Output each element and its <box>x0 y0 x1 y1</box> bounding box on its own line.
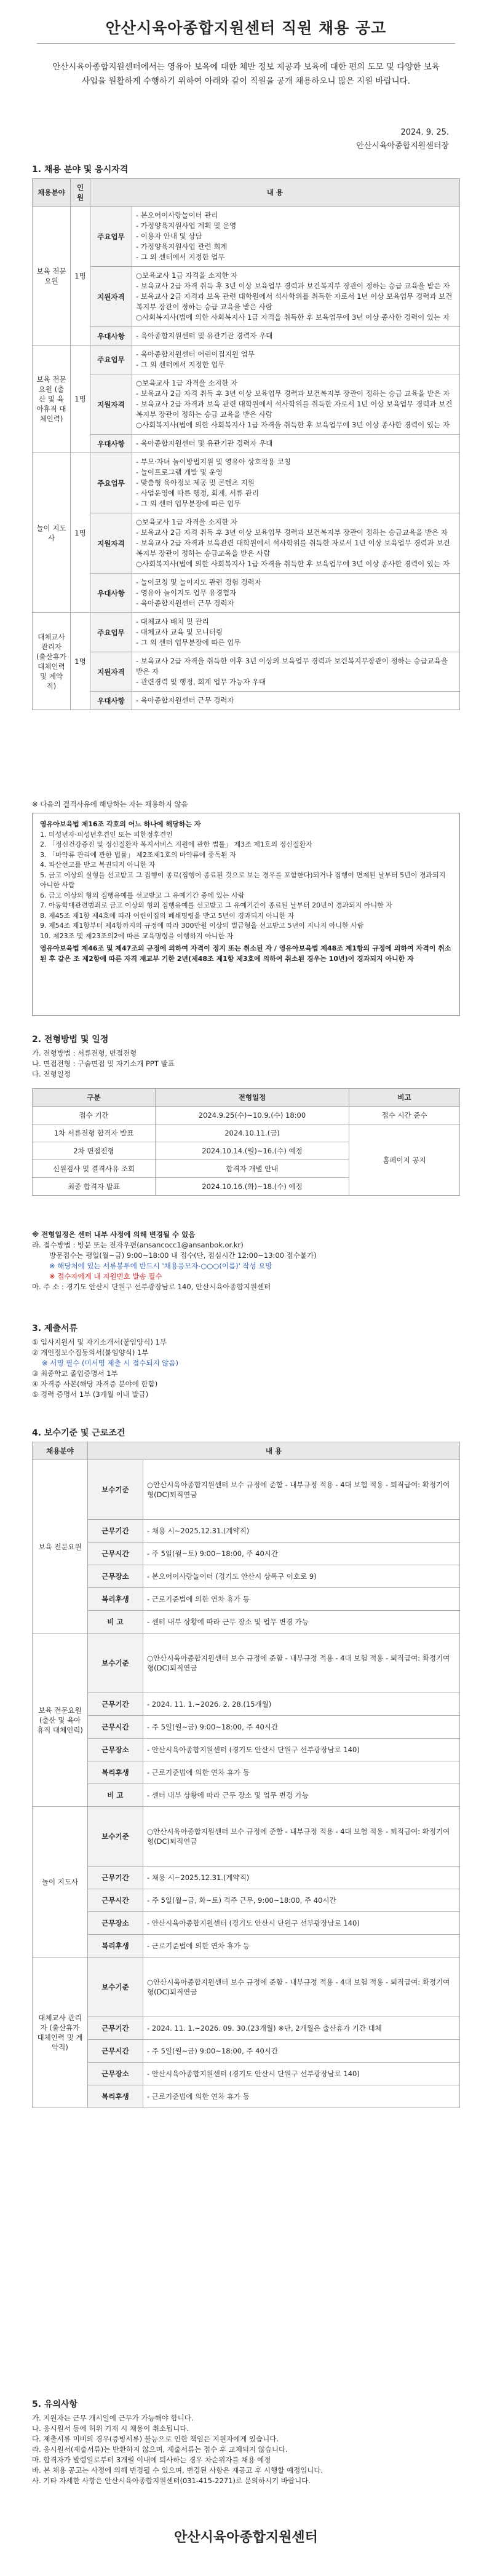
row-label: 근무시간 <box>88 1716 143 1739</box>
schedule-date: 2024.9.25(수)~10.9.(수) 18:00 <box>156 1107 349 1124</box>
list-item: - 보육교사 2급 자격과 보육 관련 대학원에서 석사학위를 취득한 자로서 1년 이상 보육업무 경력과 보건복지부 장관이 정하는 승급 교육을 받은 사람 <box>136 292 453 311</box>
field-cell: 보육 전문요원 <box>33 1460 88 1634</box>
table-header: 채용분야 <box>33 1442 88 1460</box>
schedule-date: 2024.10.14.(월)~16.(수) 예정 <box>156 1142 349 1160</box>
table-row <box>33 1739 460 1761</box>
row-label: 주요업무 <box>90 346 132 374</box>
disqualification-item: 10. 제23조 및 제23조의2에 따른 교육명령을 이행하지 아니한 자 <box>40 931 234 940</box>
row-label: 근무기간 <box>88 1693 143 1716</box>
row-content: ○안산시육아종합지원센터 보수 규정에 준함 - 내부규정 적용 - 4대 보험 적용 - 퇴직급여: 확정기여형(DC)퇴직연금 <box>143 1958 460 2017</box>
row-label: 보수기준 <box>88 1634 143 1693</box>
table-row <box>33 2040 460 2063</box>
disqualification-list <box>40 830 452 942</box>
field-cell: 놀이 지도사 <box>33 1807 88 1958</box>
row-content: - 2024. 11. 1.~2026. 2. 28.(15개월) <box>143 1693 460 1716</box>
row-label: 주요업무 <box>90 207 132 267</box>
document-item: ① 입사지원서 및 자기소개서(붙임양식) 1부 <box>32 1338 167 1346</box>
table-row <box>33 613 460 652</box>
row-content <box>132 692 460 710</box>
schedule-date: 2024.10.16.(화)~18.(수) 예정 <box>156 1178 349 1196</box>
row-label: 보수기준 <box>88 1958 143 2017</box>
list-item: - 가정양육지원사업 계획 및 운영 <box>136 221 237 230</box>
table-row <box>33 1935 460 1958</box>
disqualification-item: 9. 제54조 제1항부터 제4항까지의 규정에 따라 300만원 이상의 벌금형을 선고받고 5년이 지나지 아니한 사람 <box>40 922 364 930</box>
row-content: - 센터 내부 상황에 따라 근무 장소 및 업무 변경 가능 <box>143 1611 460 1634</box>
bullet-list <box>136 577 456 609</box>
row-label: 우대사항 <box>90 574 132 613</box>
footer-org-name: 안산시육아종합지원센터 <box>174 2530 318 2545</box>
schedule-note: 접수 시간 준수 <box>349 1107 460 1124</box>
disqualification-footer: 영유아보육법 제46조 및 제47조의 규정에 의하여 자격이 정지 또는 취소된 자 / 영유아보육법 제48조 제1항의 규정에 의하여 자격이 취소된 후 같은 조 제2항에 따른 자격 재교부 기한 2년(제48조 제1항 제3호에 의하여 취소된 경우는 10년)이 경과되지 아니한 자 <box>40 944 451 963</box>
table-row <box>33 346 460 374</box>
method-item: 다. 전형일정 <box>32 1070 71 1078</box>
disqualification-item: 8. 제45조 제1항 제4호에 따라 어린이집의 폐쇄명령을 받고 5년이 경과되지 아니한 자 <box>40 911 295 920</box>
recruitment-table <box>32 178 460 710</box>
table-row <box>33 574 460 613</box>
row-label: 복리후생 <box>88 2085 143 2108</box>
list-item: - 보육교사 2급 자격과 보육관련 대학원에서 석사학위를 취득한 자로서 1년 이상 보육업무 경력과 보건복지부 장관이 정하는 승급교육을 받은 사람 <box>136 539 450 558</box>
field-cell: 보육 전문요원 (출산 및 육아휴직 대체인력) <box>33 346 71 453</box>
bullet-list <box>136 349 456 370</box>
row-label: 우대사항 <box>90 692 132 710</box>
section3-title: 3. 제출서류 <box>32 1324 78 1333</box>
row-content <box>132 267 460 327</box>
section2-title: 2. 전형방법 및 일정 <box>32 1035 109 1045</box>
list-item: - 맞춤형 육아정보 제공 및 콘텐츠 지원 <box>136 478 255 487</box>
row-content <box>132 327 460 346</box>
table-row <box>33 1460 460 1520</box>
list-item: - 가정양육지원사업 관련 회계 <box>136 242 228 251</box>
row-content: - 근로기준법에 의한 연차 휴가 등 <box>143 1935 460 1958</box>
row-content: - 안산시육아종합지원센터 (경기도 안산시 단원구 선부광장남로 140) <box>143 1912 460 1935</box>
row-label: 근무장소 <box>88 1739 143 1761</box>
application-note: 마. 주 소 : 경기도 안산시 단원구 선부광장남로 140, 안산시육아종합지원센터 <box>32 1282 271 1291</box>
row-content: - 센터 내부 상황에 따라 근무 장소 및 업무 변경 가능 <box>143 1784 460 1807</box>
table-row <box>33 2063 460 2085</box>
row-content <box>132 574 460 613</box>
row-label: 지원자격 <box>90 513 132 574</box>
list-item: - 놀이코칭 및 놀이지도 관련 경험 경력자 <box>136 578 261 587</box>
row-label: 근무기간 <box>88 2017 143 2040</box>
disqualification-item: 1. 미성년자·피성년후견인 또는 피한정후견인 <box>40 830 173 839</box>
application-note: ※ 전형일정은 센터 내부 사정에 의해 변경될 수 있음 <box>32 1230 196 1239</box>
list-item: ○사회복지사(법에 의한 사회복지사 1급 자격을 취득한 후 보육업무에 3년 이상 종사한 경력이 있는 자 <box>136 559 450 568</box>
row-label: 보수기준 <box>88 1460 143 1520</box>
precaution-item: 가. 지원자는 근무 개시일에 근무가 가능해야 합니다. <box>32 2414 194 2422</box>
row-content: - 채용 시~2025.12.31.(계약직) <box>143 1520 460 1543</box>
table-row <box>33 1693 460 1716</box>
row-label: 비 고 <box>88 1611 143 1634</box>
list-item: - 부모·자녀 놀이방법지원 및 영유아 상호작용 코칭 <box>136 457 291 466</box>
schedule-date: 합격자 개별 안내 <box>156 1160 349 1178</box>
method-item: 가. 전형방법 : 서류전형, 면접전형 <box>32 1049 137 1057</box>
table-row <box>33 652 460 692</box>
table-header: 인원 <box>71 179 90 207</box>
bullet-list <box>136 695 456 706</box>
field-cell: 놀이 지도사 <box>33 453 71 613</box>
disqualification-item: 5. 금고 이상의 실형을 선고받고 그 집행이 종료(집행이 종료된 것으로 보는 경우를 포함한다)되거나 집행이 면제된 날부터 5년이 경과되지 아니한 사람 <box>40 871 446 889</box>
schedule-table <box>32 1088 460 1196</box>
row-content: - 본오어이사랑놀이터 (경기도 안산시 상록구 이호로 9) <box>143 1565 460 1588</box>
row-content <box>132 513 460 574</box>
disqualification-title: 영유아보육법 제16조 각호의 어느 하나에 해당하는 자 <box>40 820 201 828</box>
list-item: - 육아종합지원센터 및 유관기관 경력자 우대 <box>136 331 273 340</box>
table-row <box>33 1761 460 1784</box>
list-item: - 보육교사 2급 자격을 취득한 이후 3년 이상의 보육업무 경력과 보건복지부장관이 정하는 승급교육을 받은 자 <box>136 657 448 676</box>
table-row <box>33 1867 460 1889</box>
table-header: 전형일정 <box>156 1089 349 1107</box>
row-label: 근무기간 <box>88 1520 143 1543</box>
document-item: ※ 서명 필수 (미서명 제출 시 접수되지 않음) <box>42 1359 178 1367</box>
conditions-table <box>32 1442 460 2108</box>
row-label: 주요업무 <box>90 453 132 513</box>
table-row <box>33 327 460 346</box>
count-cell: 1명 <box>71 207 90 346</box>
row-label: 우대사항 <box>90 435 132 453</box>
page-title: 안산시육아종합지원센터 직원 채용 공고 <box>105 19 387 37</box>
list-item: - 육아종합지원센터 어린이집지원 업무 <box>136 350 255 358</box>
method-item: 나. 면접전형 : 구술면접 및 자기소개 PPT 발표 <box>32 1059 175 1068</box>
row-label: 근무장소 <box>88 2063 143 2085</box>
announcement-date: 2024. 9. 25. <box>400 128 449 137</box>
bullet-list <box>136 617 456 648</box>
row-content <box>132 374 460 435</box>
disqualification-item: 7. 아동학대관련범죄로 금고 이상의 형의 집행유예를 선고받고 그 유예기간이 종료된 날부터 20년이 경과되지 아니한 자 <box>40 901 392 909</box>
row-content: - 안산시육아종합지원센터 (경기도 안산시 단원구 선부광장남로 140) <box>143 2063 460 2085</box>
field-cell: 대체교사 관리자 (출산휴가 대체인력 및 계약직) <box>33 1958 88 2108</box>
list-item: ○사회복지사(법에 의한 사회복지사 1급 자격을 취득한 후 보육업무에 3년 이상 종사한 경력이 있는 자 <box>136 421 450 429</box>
row-label: 복리후생 <box>88 1935 143 1958</box>
list-item: ○보육교사 1급 자격을 소지한 자 <box>136 271 238 280</box>
list-item: - 대체교사 교육 및 모니터링 <box>136 628 223 636</box>
row-label: 근무장소 <box>88 1565 143 1588</box>
table-row <box>33 435 460 453</box>
row-content: - 근로기준법에 의한 연차 휴가 등 <box>143 1761 460 1784</box>
row-label: 근무시간 <box>88 1889 143 1912</box>
table-header: 채용분야 <box>33 179 71 207</box>
bullet-list <box>136 271 456 323</box>
row-label: 우대사항 <box>90 327 132 346</box>
row-content: - 주 5일(월~금) 9:00~18:00, 주 40시간 <box>143 2040 460 2063</box>
bullet-list <box>136 517 456 569</box>
schedule-stage: 접수 기간 <box>33 1107 156 1124</box>
table-header: 비고 <box>349 1089 460 1107</box>
list-item: - 육아종합지원센터 및 유관기관 경력자 우대 <box>136 439 273 448</box>
section4-title: 4. 보수기준 및 근로조건 <box>32 1428 125 1438</box>
table-row <box>33 2085 460 2108</box>
precautions-list <box>32 2413 460 2486</box>
list-item: - 영유아 놀이지도 업무 유경험자 <box>136 588 237 597</box>
table-row <box>33 1107 460 1124</box>
list-item: - 대체교사 배치 및 관리 <box>136 617 209 626</box>
selection-methods <box>32 1048 460 1080</box>
document-item: ④ 자격증 사본(해당 자격증 분야에 한함) <box>32 1380 158 1388</box>
table-header: 내 용 <box>90 179 460 207</box>
section5-title: 5. 유의사항 <box>32 2400 78 2409</box>
list-item: - 육아종합지원센터 근무 경력자 <box>136 599 234 607</box>
table-row <box>33 1716 460 1739</box>
count-cell: 1명 <box>71 613 90 710</box>
row-label: 근무시간 <box>88 1543 143 1565</box>
application-note: 방문접수는 평일(월~금) 9:00~18:00 내 접수(단, 점심시간 12:00~13:00 접수불가) <box>49 1251 317 1260</box>
list-item: - 이용자 안내 및 상담 <box>136 232 202 240</box>
table-row <box>33 1889 460 1912</box>
row-content: - 근로기준법에 의한 연차 휴가 등 <box>143 2085 460 2108</box>
table-row <box>33 207 460 267</box>
table-row <box>33 1588 460 1611</box>
table-row <box>33 267 460 327</box>
disqualification-note: ※ 다음의 결격사유에 해당하는 자는 채용하지 않음 <box>32 800 188 808</box>
table-header-row <box>33 179 460 207</box>
precaution-item: 사. 기타 자세한 사항은 안산시육아종합지원센터(031-415-2271)로 문의하시기 바랍니다. <box>32 2476 311 2485</box>
table-row <box>33 1611 460 1634</box>
table-row <box>33 1784 460 1807</box>
section1-title: 1. 채용 분야 및 응시자격 <box>32 165 129 175</box>
precaution-item: 바. 본 채용 공고는 사정에 의해 변경될 수 있으며, 변경된 사항은 재공고 후 시행할 예정입니다. <box>32 2466 323 2475</box>
application-note: ※ 접수자에게 내 지원번호 발송 필수 <box>49 1272 162 1281</box>
row-content <box>132 346 460 374</box>
precaution-item: 마. 합격자가 발령일로부터 3개월 이내에 퇴사하는 경우 차순위자를 채용 예정 <box>32 2455 271 2464</box>
schedule-stage: 1차 서류전형 합격자 발표 <box>33 1124 156 1142</box>
field-cell: 보육 전문요원 (출산 및 육아휴직 대체인력) <box>33 1634 88 1807</box>
row-content: - 채용 시~2025.12.31.(계약직) <box>143 1867 460 1889</box>
row-label: 근무장소 <box>88 1912 143 1935</box>
list-item: - 보육교사 2급 자격 취득 후 3년 이상 보육업무 경력과 보건복지부 장관이 정하는 승급 교육을 받은 자 <box>136 389 450 398</box>
list-item: - 보육교사 2급 자격 취득 후 3년 이상 보육업무 경력과 보건복지부 장관이 정하는 승급 교육을 받은 자 <box>136 282 450 290</box>
bullet-list <box>136 438 456 449</box>
table-row <box>33 692 460 710</box>
table-row <box>33 1520 460 1543</box>
row-content: ○안산시육아종합지원센터 보수 규정에 준함 - 내부규정 적용 - 4대 보험 적용 - 퇴직급여: 확정기여형(DC)퇴직연금 <box>143 1460 460 1520</box>
count-cell: 1명 <box>71 346 90 453</box>
list-item: - 놀이프로그램 개발 및 운영 <box>136 468 223 476</box>
field-cell: 대체교사 관리자 (출산휴가 대체인력 및 계약직) <box>33 613 71 710</box>
table-row <box>33 453 460 513</box>
row-content: - 주 5일(월~토) 9:00~18:00, 주 40시간 <box>143 1543 460 1565</box>
row-content <box>132 613 460 652</box>
table-row <box>33 2017 460 2040</box>
document-item: ③ 최종학교 졸업증명서 1부 <box>32 1369 118 1378</box>
precaution-item: 나. 응시원서 등에 허위 기재 시 채용이 취소됩니다. <box>32 2424 189 2433</box>
table-row <box>33 513 460 574</box>
table-row <box>33 1912 460 1935</box>
document-item: ⑤ 경력 증명서 1부 (3개월 이내 발급) <box>32 1390 149 1399</box>
list-item: - 사업운영에 따른 행정, 회계, 서류 관리 <box>136 489 260 497</box>
row-label: 복리후생 <box>88 1588 143 1611</box>
row-label: 근무기간 <box>88 1867 143 1889</box>
table-row <box>33 1634 460 1693</box>
row-label: 주요업무 <box>90 613 132 652</box>
row-content: - 안산시육아종합지원센터 (경기도 안산시 단원구 선부광장남로 140) <box>143 1739 460 1761</box>
row-content: ○안산시육아종합지원센터 보수 규정에 준함 - 내부규정 적용 - 4대 보험 적용 - 퇴직급여: 확정기여형(DC)퇴직연금 <box>143 1634 460 1693</box>
list-item: - 육아종합지원센터 근무 경력자 <box>136 696 234 705</box>
row-content <box>132 652 460 692</box>
list-item: ○보육교사 1급 자격을 소지한 자 <box>136 379 238 387</box>
list-item: ○보육교사 1급 자격을 소지한 자 <box>136 518 238 526</box>
table-header: 구분 <box>33 1089 156 1107</box>
required-documents <box>32 1337 460 1400</box>
application-note: ※ 해당처에 있는 서류봉투에 반드시 '채용응모자-○○○(이름)' 작성 요망 <box>49 1262 272 1270</box>
list-item: - 그 외 센터 업무분장에 따른 업무 <box>136 638 241 647</box>
bullet-list <box>136 210 456 263</box>
schedule-stage: 신원검사 및 결격사유 조회 <box>33 1160 156 1178</box>
field-cell: 보육 전문요원 <box>33 207 71 346</box>
list-item: - 관련경력 및 행정, 회계 업무 가능자 우대 <box>136 678 266 686</box>
list-item: - 그 외 센터에서 지정한 업무 <box>136 360 225 369</box>
disqualification-item: 2. 「정신건강증진 및 정신질환자 복지서비스 지원에 관한 법률」 제3조 제1호의 정신질환자 <box>40 840 312 848</box>
application-notes <box>32 1230 460 1292</box>
row-label: 지원자격 <box>90 652 132 692</box>
schedule-stage: 2차 면접전형 <box>33 1142 156 1160</box>
list-item: - 보육교사 2급 자격 취득 후 3년 이상 보육업무 경력과 보건복지부 장관이 정하는 승급교육을 받은 자 <box>136 528 448 537</box>
schedule-date: 2024.10.11.(금) <box>156 1124 349 1142</box>
row-content: - 2024. 11. 1.~2026. 09. 30.(23개월) ※단, 2개월은 출산휴가 기간 대체 <box>143 2017 460 2040</box>
count-cell: 1명 <box>71 453 90 613</box>
table-header: 내 용 <box>88 1442 460 1460</box>
table-header-row <box>33 1089 460 1107</box>
list-item: - 본오어이사랑놀이터 관리 <box>136 211 218 219</box>
table-row <box>33 1807 460 1867</box>
bullet-list <box>136 656 456 687</box>
disqualification-item: 3. 「마약류 관리에 관한 법률」 제2조제1호의 마약류에 중독된 자 <box>40 850 236 859</box>
application-note: 라. 접수방법 : 방문 또는 전자우편(ansancocc1@ansanbok.or.kr) <box>32 1241 244 1249</box>
row-label: 비 고 <box>88 1784 143 1807</box>
announcement-date-block <box>356 126 449 153</box>
row-content: - 주 5일(월~금, 화~토) 격주 근무, 9:00~18:00, 주 40시간 <box>143 1889 460 1912</box>
list-item: - 그 외 센터에서 지정한 업무 <box>136 253 225 261</box>
intro-text: 안산시육아종합지원센터에서는 영유아 보육에 대한 체반 정보 제공과 보육에 대한 편의 도모 및 다양한 보육사업을 원활하게 수행하기 위하여 아래와 같이 직원을 공개 채용하오니 많은 지원 바랍니다. <box>52 62 440 86</box>
table-row <box>33 374 460 435</box>
bullet-list <box>136 378 456 430</box>
precaution-item: 다. 제출서류 미비의 경우(증빙서류) 불능으로 인한 책임은 지원자에게 있습니다. <box>32 2435 279 2443</box>
row-label: 지원자격 <box>90 267 132 327</box>
list-item: ○사회복지사(법에 의한 사회복지사 1급 자격을 취득한 후 보육업무에 3년 이상 종사한 경력이 있는 자 <box>136 313 450 322</box>
list-item: - 그 외 센터 업무분장에 따른 업무 <box>136 499 241 508</box>
title-divider <box>37 43 455 44</box>
table-row <box>33 1958 460 2017</box>
row-content <box>132 453 460 513</box>
document-item: ② 개인정보수집동의서(붙임양식) 1부 <box>32 1348 149 1357</box>
disqualification-item: 4. 파산선고를 받고 복권되지 아니한 자 <box>40 861 156 869</box>
bullet-list <box>136 457 456 509</box>
disqualification-box <box>32 813 460 1016</box>
row-content <box>132 207 460 267</box>
row-label: 복리후생 <box>88 1761 143 1784</box>
table-row <box>33 1124 460 1142</box>
table-row <box>33 1565 460 1588</box>
schedule-note: 홈페이지 공지 <box>349 1124 460 1196</box>
table-row <box>33 1543 460 1565</box>
row-label: 보수기준 <box>88 1807 143 1867</box>
row-label: 지원자격 <box>90 374 132 435</box>
organization-name: 안산시육아종합지원센터장 <box>356 141 449 151</box>
row-content: ○안산시육아종합지원센터 보수 규정에 준함 - 내부규정 적용 - 4대 보험 적용 - 퇴직급여: 확정기여형(DC)퇴직연금 <box>143 1807 460 1867</box>
row-label: 근무시간 <box>88 2040 143 2063</box>
precaution-item: 라. 응시원서(제출서류)는 반환하지 않으며, 제출서류는 접수 후 교체되지 않습니다. <box>32 2445 288 2454</box>
disqualification-item: 6. 금고 이상의 형의 집행유예를 선고받고 그 유예기간 중에 있는 사람 <box>40 891 245 899</box>
schedule-stage: 최종 합격자 발표 <box>33 1178 156 1196</box>
bullet-list <box>136 331 456 341</box>
row-content <box>132 435 460 453</box>
row-content: - 주 5일(월~금) 9:00~18:00, 주 40시간 <box>143 1716 460 1739</box>
row-content: - 근로기준법에 의한 연차 휴가 등 <box>143 1588 460 1611</box>
table-header-row <box>33 1442 460 1460</box>
list-item: - 보육교사 2급 자격과 보육 관련 대학원에서 석사학위를 취득한 자로서 1년 이상 보육업무 경력과 보건복지부 장관이 정하는 승급 교육을 받은 사람 <box>136 400 453 419</box>
